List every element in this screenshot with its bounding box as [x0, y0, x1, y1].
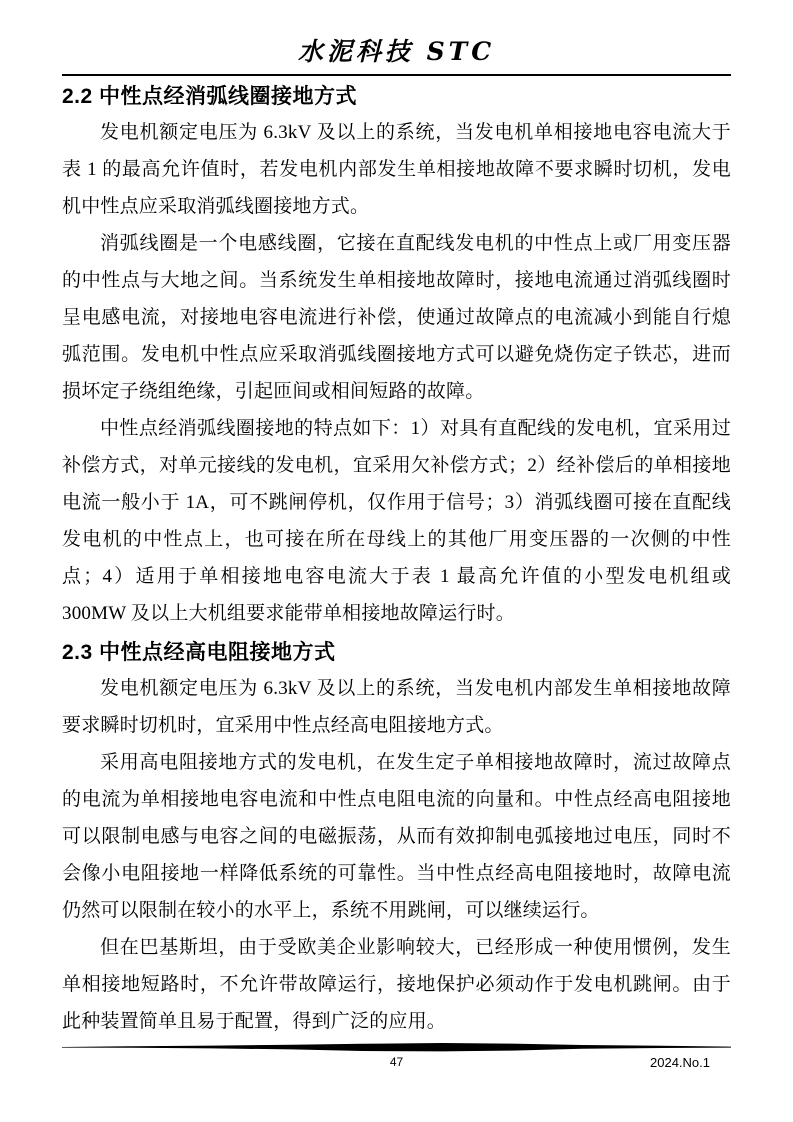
section-heading-2-3: 2.3 中性点经高电阻接地方式 [62, 641, 336, 664]
paragraph: 但在巴基斯坦，由于受欧美企业影响较大，已经形成一种使用惯例，发生单相接地短路时，不允许带故障运行，接地保护必须动作于发电机跳闸。由于此种装置简单且易于配置，得到广泛的应用。 [62, 937, 731, 1032]
header-rule [62, 74, 731, 76]
issue-label: 2024.No.1 [650, 1055, 710, 1070]
page-number: 47 [389, 1055, 404, 1069]
paragraph: 消弧线圈是一个电感线圈，它接在直配线发电机的中性点上或厂用变压器的中性点与大地之间。当系统发生单相接地故障时，接地电流通过消弧线圈时呈电感电流，对接地电容电流进行补偿，使通过故障点的电流减小到能自行熄弧范围。发电机中性点应采取消弧线圈接地方式可以避免烧伤定子铁芯，进而损坏定子绕组绝缘，引起匝间或相间短路的故障。 [62, 233, 731, 402]
journal-title: 水泥科技 STC [297, 37, 496, 66]
footer-texts [62, 1055, 731, 1075]
page-footer [62, 1042, 731, 1102]
footer-divider-bar [62, 1042, 731, 1054]
paragraph: 发电机额定电压为 6.3kV 及以上的系统，当发电机内部发生单相接地故障要求瞬时切机时，宜采用中性点经高电阻接地方式。 [62, 678, 731, 736]
paragraph: 发电机额定电压为 6.3kV 及以上的系统，当发电机单相接地电容电流大于表 1 的最高允许值时，若发电机内部发生单相接地故障不要求瞬时切机，发电机中性点应采取消弧线圈接地方式。 [62, 122, 731, 217]
page-content [62, 36, 731, 1040]
paragraph: 采用高电阻接地方式的发电机，在发生定子单相接地故障时，流过故障点的电流为单相接地电容电流和中性点电阻电流的向量和。中性点经高电阻接地可以限制电感与电容之间的电磁振荡，从而有效抑制电弧接地过电压，同时不会像小电阻接地一样降低系统的可靠性。当中性点经高电阻接地时，故障电流仍然可以限制在较小的水平上，系统不用跳闸，可以继续运行。 [62, 752, 731, 921]
section-heading-2-2: 2.2 中性点经消弧线圈接地方式 [62, 85, 358, 108]
paragraph: 中性点经消弧线圈接地的特点如下：1）对具有直配线的发电机，宜采用过补偿方式，对单元接线的发电机，宜采用欠补偿方式；2）经补偿后的单相接地电流一般小于 1A，可不跳闸停机，仅作用于信号；3）消弧线圈可接在直配线发电机的中性点上，也可接在所在母线上的其他厂用变压器的一次侧的中性点；4）适用于单相接地电容电流大于表 1 最高允许值的小型发电机组或 300MW 及以上大机组要求能带单相接地故障运行时。 [62, 418, 731, 624]
